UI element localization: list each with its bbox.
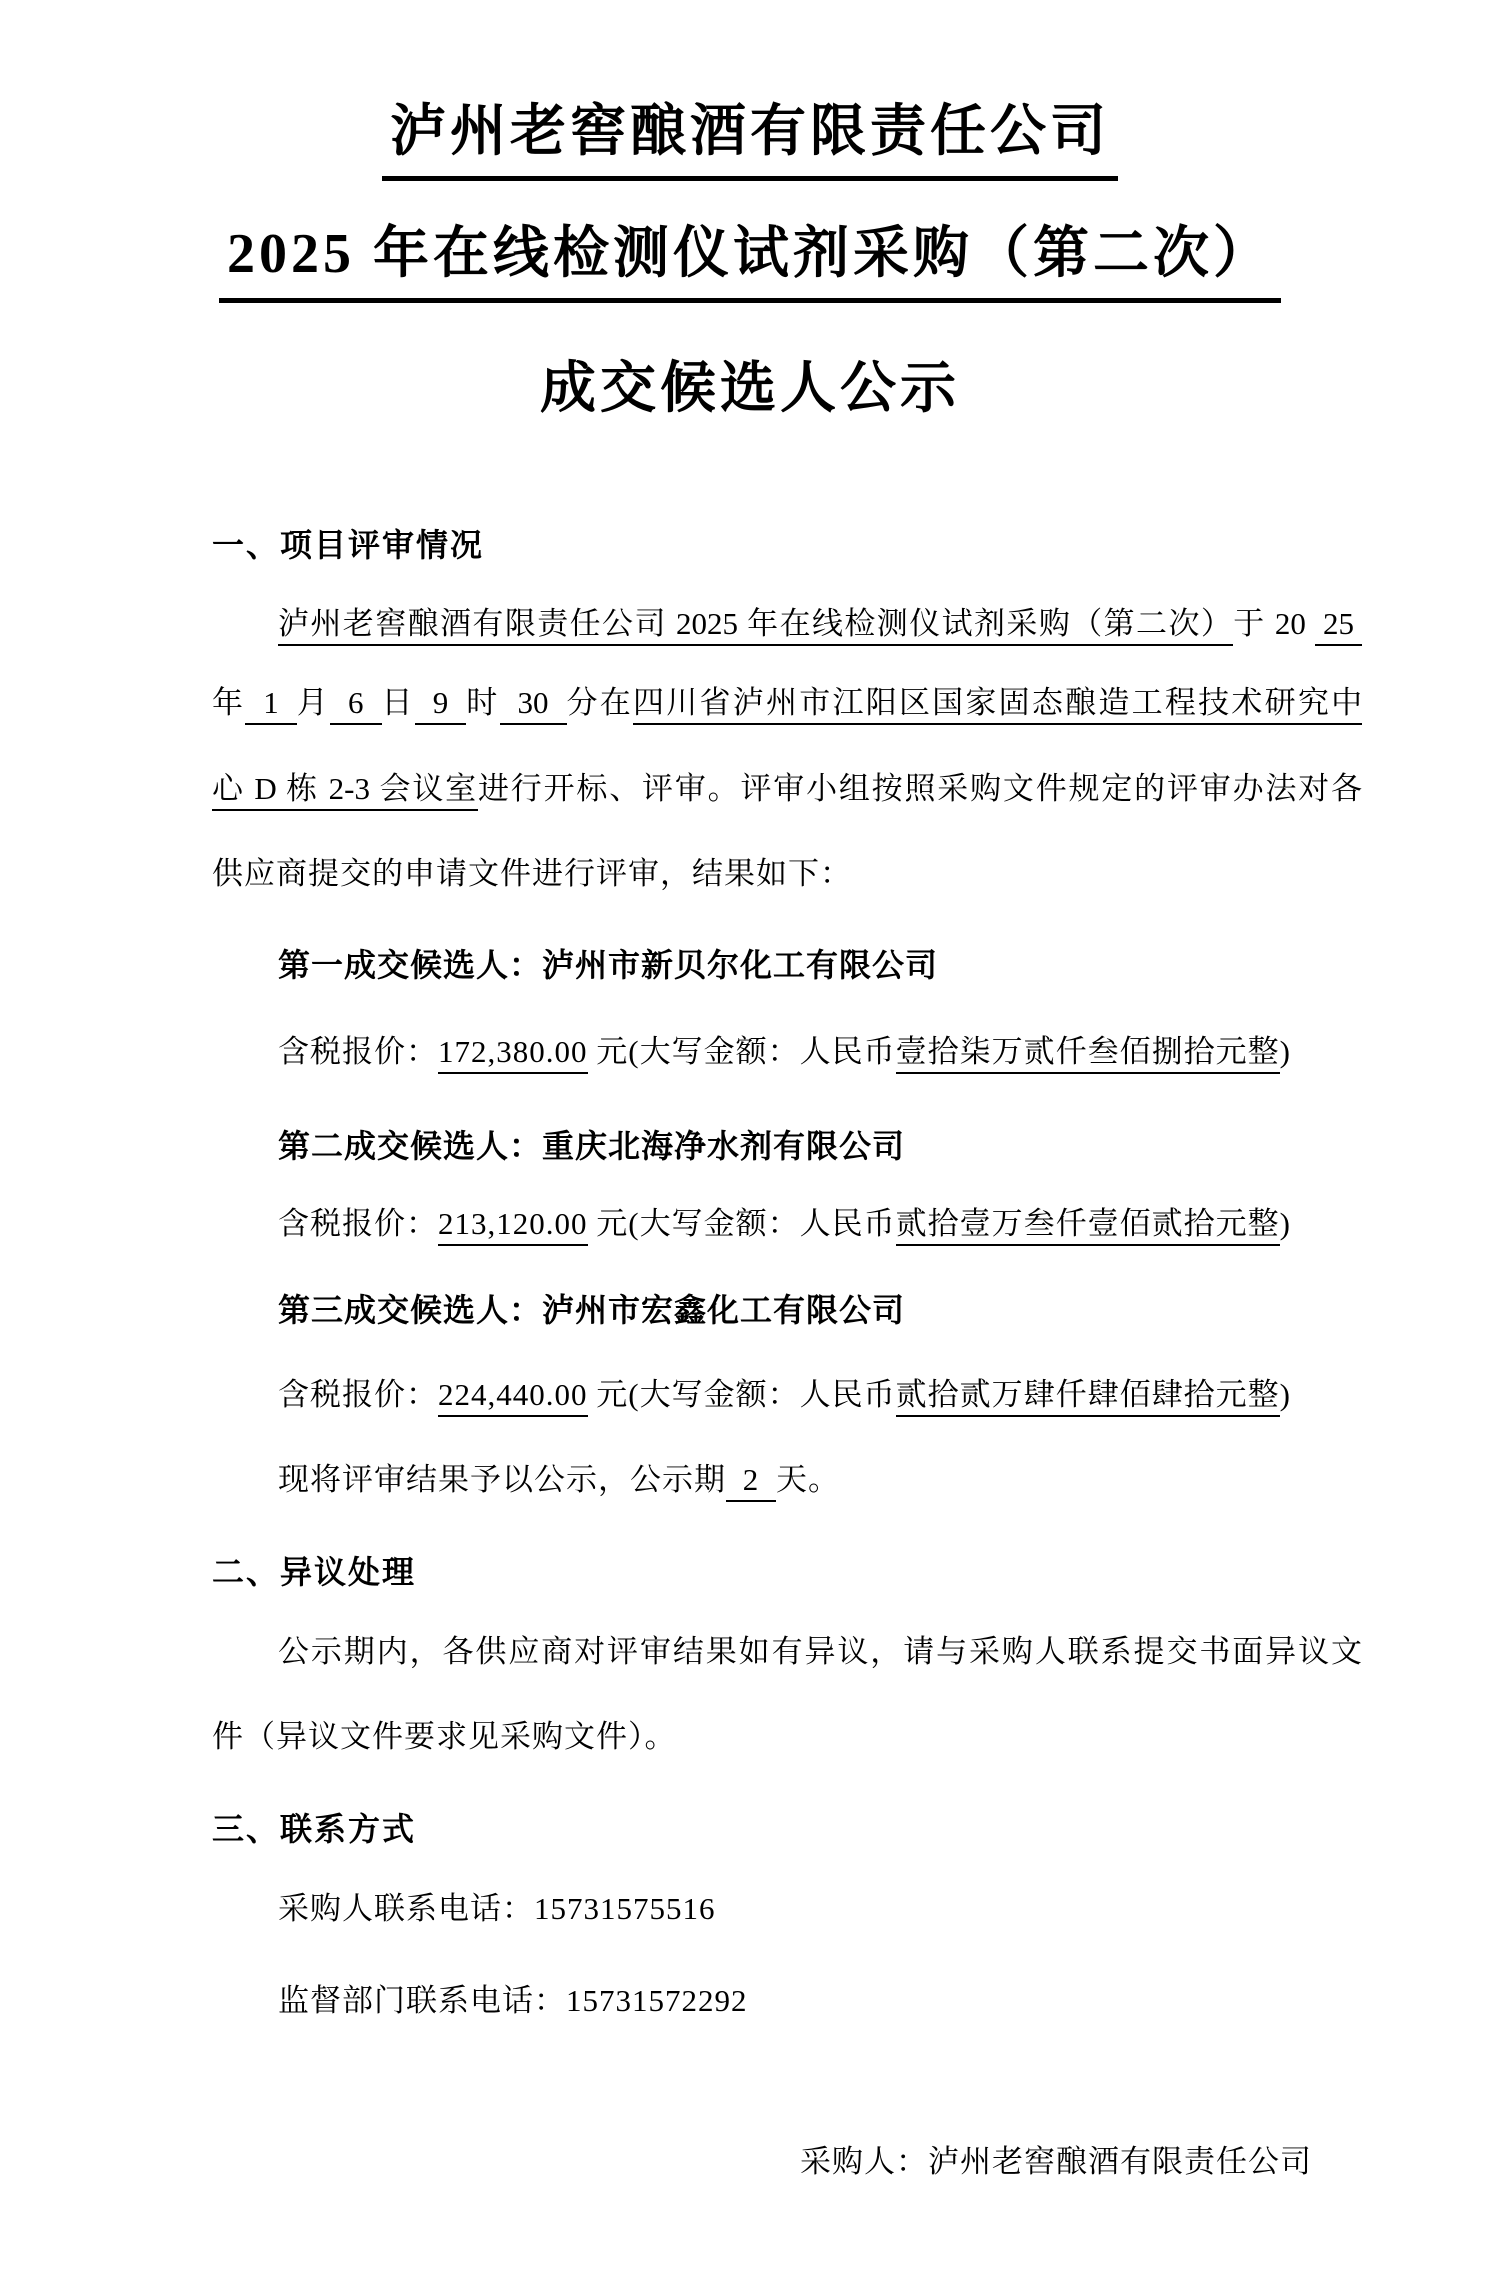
- price-number-underlined: 213,120.00: [438, 1206, 588, 1246]
- year-char: 年: [212, 685, 246, 720]
- closing-pre-text: 现将评审结果予以公示，公示期: [278, 1462, 726, 1497]
- signature-name: 泸州老窖酿酒有限责任公司: [928, 2144, 1312, 2179]
- footer-signature: [800, 2143, 1312, 2182]
- supervisor-phone-number: 15731572292: [566, 1983, 748, 2018]
- section-review-heading: 一、项目评审情况: [212, 527, 485, 563]
- month-char: 月: [296, 685, 330, 720]
- candidate3-price-line: [278, 1376, 1291, 1415]
- hour-blank: 9: [415, 685, 467, 725]
- objection-line2: 件（异议文件要求见采购文件）。: [212, 1719, 677, 1754]
- supervisor-phone-line: [278, 1982, 748, 2021]
- price-number-underlined: 224,440.00: [438, 1377, 588, 1417]
- price-mid-text: 元(大写金额：人民币: [587, 1034, 896, 1069]
- candidate2-heading: 第二成交候选人：重庆北海净水剂有限公司: [278, 1128, 906, 1164]
- month-blank: 1: [245, 685, 297, 725]
- price-mid-text: 元(大写金额：人民币: [587, 1377, 896, 1412]
- buyer-phone-label: 采购人联系电话：: [278, 1891, 534, 1926]
- price-number-underlined: 172,380.00: [438, 1034, 588, 1074]
- doc-title-line2: [0, 222, 1500, 303]
- doc-title-line3: [0, 357, 1500, 421]
- year-blank: 25: [1315, 606, 1362, 646]
- project-name-underlined: 泸州老窖酿酒有限责任公司 2025 年在线检测仪试剂采购（第二次）: [278, 606, 1233, 646]
- price-end-paren: ): [1279, 1206, 1291, 1241]
- review-process-text: 进行开标、评审。评审小组按照采购文件规定的评审办法对各: [477, 771, 1362, 806]
- date-prefix: 于 20: [1233, 606, 1315, 641]
- candidate1-heading: 第一成交候选人：泸州市新贝尔化工有限公司: [278, 947, 939, 983]
- price-capital-underlined: 贰拾贰万肆仟肆佰肆拾元整: [896, 1377, 1280, 1417]
- price-label: 含税报价：: [278, 1034, 438, 1069]
- price-capital-underlined: 贰拾壹万叁仟壹佰贰拾元整: [896, 1206, 1280, 1246]
- section-contact-heading: 三、联系方式: [212, 1811, 417, 1847]
- day-blank: 6: [330, 685, 382, 725]
- review-paragraph-line1: [278, 605, 1362, 644]
- buyer-phone-line: [278, 1890, 716, 1929]
- price-end-paren: ): [1279, 1034, 1291, 1069]
- section-objection-heading: 二、异议处理: [212, 1554, 417, 1590]
- candidate1-price-line: [278, 1033, 1291, 1072]
- venue-part2-underlined: 心 D 栋 2-3 会议室: [212, 771, 478, 811]
- review-paragraph-line4: 供应商提交的申请文件进行评审，结果如下：: [212, 856, 852, 891]
- supervisor-phone-label: 监督部门联系电话：: [278, 1983, 566, 2018]
- price-label: 含税报价：: [278, 1377, 438, 1412]
- price-mid-text: 元(大写金额：人民币: [587, 1206, 896, 1241]
- review-closing-line: [278, 1461, 840, 1500]
- objection-line1: 公示期内，各供应商对评审结果如有异议，请与采购人联系提交书面异议文: [278, 1634, 1362, 1669]
- doc-title-line1-text: 泸州老窖酿酒有限责任公司: [382, 100, 1118, 181]
- doc-title-line1: [0, 100, 1500, 181]
- doc-title-line3-text: 成交候选人公示: [540, 358, 960, 420]
- candidate3-heading: 第三成交候选人：泸州市宏鑫化工有限公司: [278, 1292, 906, 1328]
- venue-part1-underlined: 四川省泸州市江阳区国家固态酿造工程技术研究中: [633, 685, 1362, 725]
- buyer-phone-number: 15731575516: [534, 1891, 716, 1926]
- review-paragraph-line3: [212, 770, 1362, 809]
- hour-char: 时: [466, 685, 500, 720]
- day-char: 日: [381, 685, 415, 720]
- doc-title-line2-text: 2025 年在线检测仪试剂采购（第二次）: [219, 222, 1281, 303]
- minute-blank: 30: [500, 685, 567, 725]
- price-label: 含税报价：: [278, 1206, 438, 1241]
- candidate2-price-line: [278, 1205, 1291, 1244]
- closing-post-text: 天。: [776, 1462, 840, 1497]
- publicity-days-blank: 2: [726, 1462, 776, 1502]
- review-paragraph-line2: [212, 684, 1362, 723]
- signature-label: 采购人：: [800, 2144, 928, 2179]
- price-end-paren: ): [1279, 1377, 1291, 1412]
- price-capital-underlined: 壹拾柒万贰仟叁佰捌拾元整: [896, 1034, 1280, 1074]
- at-chars: 分在: [566, 685, 633, 720]
